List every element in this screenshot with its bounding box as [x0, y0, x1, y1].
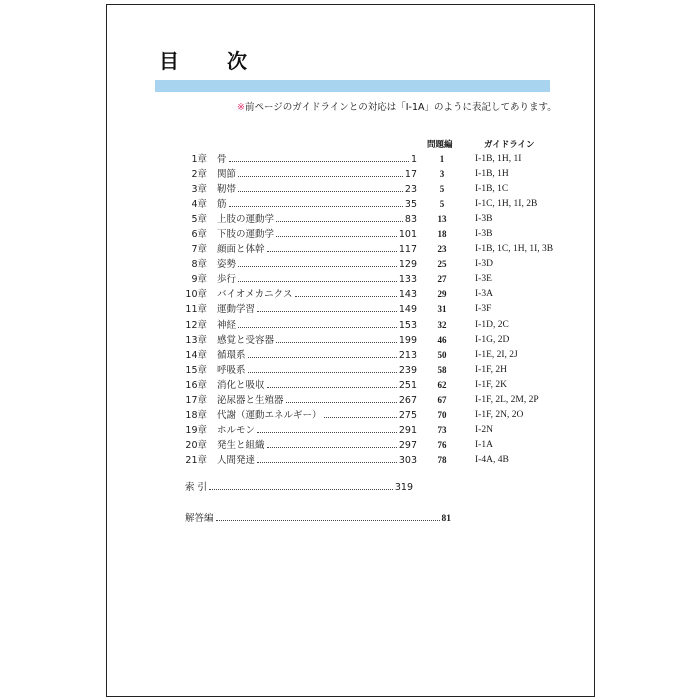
guideline-code: I-1C, 1H, 1I, 2B [475, 199, 538, 210]
chapter-title: 消化と吸収 [217, 379, 265, 391]
chapter-title: ホルモン [217, 424, 256, 436]
chapter-page: 129 [398, 259, 417, 271]
toc-row[interactable] [107, 318, 594, 333]
leader-dots [248, 363, 397, 373]
mondai-page: 5 [439, 184, 445, 195]
leader-dots [276, 227, 397, 237]
toc-answers-entry[interactable] [185, 510, 451, 524]
chapter-title-line [217, 438, 417, 453]
chapter-title: 上肢の運動学 [217, 214, 275, 226]
chapter-title-line [217, 423, 417, 438]
chapter-title-line [217, 318, 417, 333]
chapter-title: 関節 [217, 169, 237, 181]
chapter-page: 297 [398, 439, 417, 451]
chapter-number: 9章 [191, 274, 207, 286]
mondai-page: 76 [437, 439, 447, 450]
chapter-number: 17章 [185, 394, 207, 406]
index-label: 索 引 [185, 482, 208, 493]
leader-dots [238, 272, 397, 282]
chapter-title-line [217, 378, 417, 393]
toc-row[interactable] [107, 257, 594, 272]
chapter-page: 275 [398, 409, 417, 421]
guideline-code: I-1F, 2N, 2O [475, 409, 524, 420]
chapter-page: 101 [398, 229, 417, 241]
chapter-page: 17 [404, 169, 417, 181]
guideline-code: I-3B [475, 214, 493, 225]
leader-dots [229, 152, 409, 162]
document-page [106, 4, 595, 697]
chapter-page: 303 [398, 454, 417, 466]
chapter-number: 20章 [185, 439, 207, 451]
chapter-title: 下肢の運動学 [217, 229, 275, 241]
toc-row[interactable] [107, 408, 594, 423]
mondai-page: 31 [437, 304, 447, 315]
answers-label: 解答編 [185, 513, 214, 524]
toc-row[interactable] [107, 348, 594, 363]
leader-dots [248, 348, 397, 358]
toc-row[interactable] [107, 167, 594, 182]
chapter-title-line [217, 152, 417, 167]
title-underline-bar [155, 80, 550, 92]
guideline-code: I-1B, 1C [475, 184, 509, 195]
guideline-code: I-1E, 2I, 2J [475, 349, 518, 360]
chapter-number: 8章 [191, 259, 207, 271]
chapter-page: 153 [398, 319, 417, 331]
note-text: 前ページのガイドラインとの対応は「I-1A」のように表記してあります。 [244, 102, 557, 113]
chapter-title: 泌尿器と生殖器 [217, 394, 284, 406]
chapter-number: 10章 [185, 289, 207, 301]
leader-dots [238, 182, 403, 192]
leader-dots [267, 242, 397, 252]
guideline-code: I-1B, 1C, 1H, 1I, 3B [475, 244, 554, 255]
chapter-page: 83 [404, 214, 417, 226]
index-page: 319 [394, 482, 413, 493]
mondai-page: 18 [437, 229, 447, 240]
chapter-title-line [217, 363, 417, 378]
chapter-title-line [217, 242, 417, 257]
guideline-code: I-4A, 4B [475, 454, 509, 465]
chapter-number: 14章 [185, 349, 207, 361]
guideline-code: I-2N [475, 424, 493, 435]
chapter-page: 239 [398, 364, 417, 376]
chapter-title-line [217, 167, 417, 182]
chapter-page: 133 [398, 274, 417, 286]
guideline-code: I-1F, 2L, 2M, 2P [475, 394, 539, 405]
chapter-title-line [217, 453, 417, 468]
mondai-page: 3 [439, 169, 445, 180]
toc-row[interactable] [107, 302, 594, 317]
mondai-page: 70 [437, 409, 447, 420]
chapter-page: 251 [398, 379, 417, 391]
chapter-page: 291 [398, 424, 417, 436]
chapter-number: 2章 [191, 169, 207, 181]
mondai-page: 62 [437, 379, 447, 390]
chapter-number: 16章 [185, 379, 207, 391]
chapter-number: 7章 [191, 244, 207, 256]
chapter-title-line [217, 287, 417, 302]
leader-dots [238, 318, 397, 328]
chapter-title: 姿勢 [217, 259, 237, 271]
guideline-code: I-1F, 2H [475, 364, 507, 375]
mondai-page: 5 [439, 199, 445, 210]
chapter-title-line [217, 257, 417, 272]
mondai-page: 58 [437, 364, 447, 375]
chapter-number: 12章 [185, 319, 207, 331]
chapter-page: 199 [398, 334, 417, 346]
leader-dots [295, 287, 397, 297]
mondai-page: 78 [437, 454, 447, 465]
leader-dots [238, 257, 397, 267]
mondai-page: 25 [437, 259, 447, 270]
leader-dots [216, 511, 440, 521]
chapter-number: 3章 [191, 184, 207, 196]
chapter-number: 19章 [185, 424, 207, 436]
guideline-code: I-3E [475, 274, 492, 285]
toc-row[interactable] [107, 182, 594, 197]
chapter-title: バイオメカニクス [217, 289, 293, 301]
chapter-page: 267 [398, 394, 417, 406]
chapter-number: 15章 [185, 364, 207, 376]
mondai-page: 13 [437, 214, 447, 225]
toc-row[interactable] [107, 287, 594, 302]
guideline-code: I-3B [475, 229, 493, 240]
chapter-page: 117 [398, 244, 417, 256]
guideline-code: I-1B, 1H, 1I [475, 154, 522, 164]
chapter-number: 21章 [185, 454, 207, 466]
chapter-title-line [217, 408, 417, 423]
toc-row[interactable] [107, 242, 594, 257]
chapter-title: 運動学習 [217, 304, 256, 316]
chapter-number: 11章 [185, 304, 207, 316]
chapter-title-line [217, 212, 417, 227]
toc-row[interactable] [107, 423, 594, 438]
mondai-page: 32 [437, 319, 447, 330]
chapter-title-line [217, 197, 417, 212]
page-title: 目 次 [159, 49, 261, 73]
answers-page: 81 [441, 514, 451, 524]
chapter-number: 5章 [191, 214, 207, 226]
leader-dots [267, 438, 397, 448]
chapter-title-line [217, 302, 417, 317]
chapter-title: 靭帯 [217, 184, 237, 196]
toc-row[interactable] [107, 272, 594, 287]
chapter-title: 人間発達 [217, 454, 256, 466]
chapter-title: 代謝（運動エネルギー） [217, 409, 322, 421]
chapter-title: 筋 [217, 199, 227, 211]
leader-dots [286, 393, 397, 403]
chapter-page: 35 [404, 199, 417, 211]
leader-dots [257, 453, 397, 463]
guideline-code: I-1G, 2D [475, 334, 510, 345]
toc-row[interactable] [107, 453, 594, 468]
chapter-number: 1章 [191, 154, 207, 165]
column-header-guideline: ガイドライン [484, 140, 535, 150]
mondai-page: 50 [437, 349, 447, 360]
leader-dots [276, 212, 403, 222]
chapter-title: 発生と組織 [217, 439, 265, 451]
chapter-title: 循環系 [217, 349, 246, 361]
chapter-title: 骨 [217, 154, 227, 165]
guideline-code: I-1F, 2K [475, 379, 507, 390]
mondai-page: 46 [437, 334, 447, 345]
toc-index-entry[interactable] [185, 479, 413, 493]
leader-dots [257, 302, 397, 312]
leader-dots [229, 197, 403, 207]
leader-dots [324, 408, 397, 418]
guideline-code: I-3D [475, 259, 493, 270]
mondai-page: 27 [437, 274, 447, 285]
chapter-title-line [217, 393, 417, 408]
chapter-title: 顔面と体幹 [217, 244, 265, 256]
chapter-title: 感覚と受容器 [217, 334, 275, 346]
chapter-number: 18章 [185, 409, 207, 421]
leader-dots [267, 378, 397, 388]
mondai-page: 73 [437, 424, 447, 435]
note-mark: ※ [237, 102, 245, 113]
chapter-title-line [217, 272, 417, 287]
leader-dots [257, 423, 397, 433]
guideline-code: I-1A [475, 439, 493, 450]
toc-row[interactable] [107, 333, 594, 348]
chapter-title-line [217, 333, 417, 348]
toc-row[interactable] [107, 438, 594, 453]
chapter-page: 213 [398, 349, 417, 361]
chapter-number: 13章 [185, 334, 207, 346]
chapter-title-line [217, 227, 417, 242]
toc-row[interactable] [107, 363, 594, 378]
column-header-mondai: 問題編 [427, 140, 453, 150]
toc-row[interactable] [107, 393, 594, 408]
guideline-code: I-1B, 1H [475, 169, 509, 180]
mondai-page: 67 [437, 394, 447, 405]
guideline-code: I-3F [475, 304, 492, 315]
leader-dots [209, 480, 393, 490]
leader-dots [276, 333, 397, 343]
toc-row[interactable] [107, 197, 594, 212]
chapter-title-line [217, 182, 417, 197]
toc-row[interactable] [107, 212, 594, 227]
chapter-page: 23 [404, 184, 417, 196]
chapter-page: 149 [398, 304, 417, 316]
chapter-number: 4章 [191, 199, 207, 211]
guideline-code: I-1D, 2C [475, 319, 509, 330]
mondai-page: 1 [439, 154, 445, 164]
chapter-title: 歩行 [217, 274, 237, 286]
chapter-page: 143 [398, 289, 417, 301]
chapter-title: 呼吸系 [217, 364, 246, 376]
chapter-number: 6章 [191, 229, 207, 241]
chapter-title: 神経 [217, 319, 237, 331]
chapter-title-line [217, 348, 417, 363]
guideline-note [237, 99, 557, 113]
toc-row[interactable] [107, 152, 594, 167]
guideline-code: I-3A [475, 289, 493, 300]
mondai-page: 23 [437, 244, 447, 255]
mondai-page: 29 [437, 289, 447, 300]
chapter-page: 1 [410, 154, 417, 165]
toc-row[interactable] [107, 378, 594, 393]
toc-list [107, 152, 594, 468]
leader-dots [238, 167, 403, 177]
toc-row[interactable] [107, 227, 594, 242]
